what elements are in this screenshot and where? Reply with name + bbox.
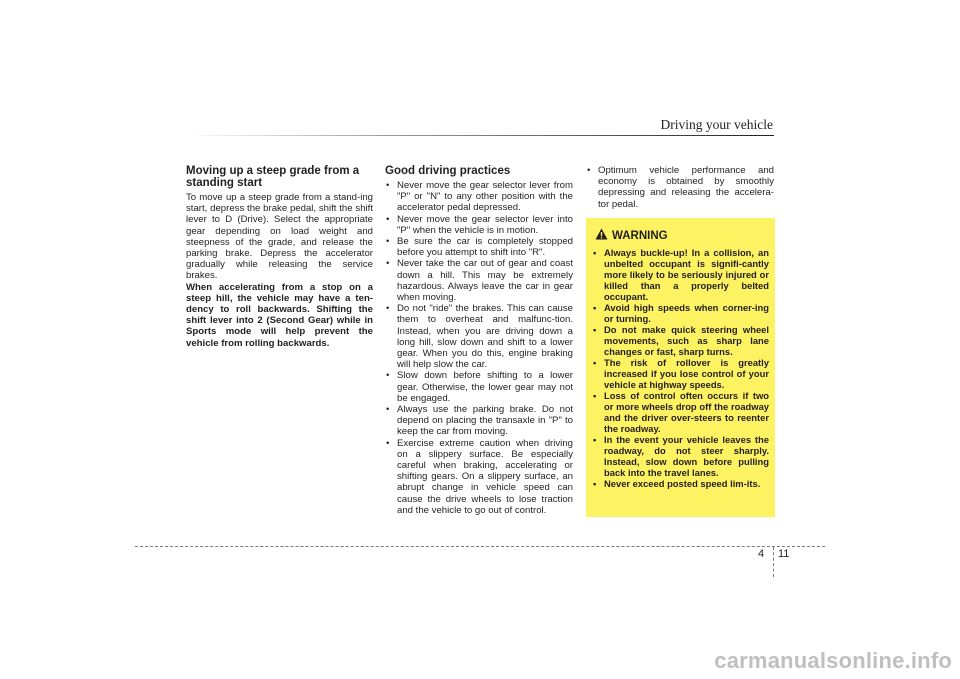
list-item: • Never move the gear selector lever from "P" or "N" to any other position with the accelerator pedal depressed. — [385, 180, 573, 214]
warning-item: • Avoid high speeds when corner-ing or turning. — [592, 302, 769, 324]
column-steep-grade — [186, 165, 373, 349]
list-item: • Optimum vehicle performance and economy is obtained by smoothly depressing and releasing the accelera-tor pedal. — [586, 165, 774, 210]
warning-item: • Never exceed posted speed lim-its. — [592, 478, 769, 489]
warning-title: WARNING — [612, 230, 668, 242]
header-divider — [185, 135, 774, 136]
list-item: • Always use the parking brake. Do not depend on placing the transaxle in "P" to keep the car from moving. — [385, 404, 573, 438]
section-title: Driving your vehicle — [660, 117, 773, 132]
warning-item: • Loss of control often occurs if two or more wheels drop off the roadway and the driver over-steers to reenter the roadway. — [592, 390, 769, 434]
steep-grade-paragraph: To move up a steep grade from a stand-ing start, depress the brake pedal, shift the shift lever to D (Drive). Select the appropriate gear depending on load weight and steepness of the grade, and release the parking brake. Depress the accelerator gradually while releasing the service brakes. — [186, 192, 373, 282]
steep-grade-heading: Moving up a steep grade from a standing start — [186, 165, 360, 189]
warning-list — [592, 247, 769, 489]
footer-divider — [135, 546, 825, 547]
warning-item: • In the event your vehicle leaves the roadway, do not steer sharply. Instead, slow down before pulling back into the travel lanes. — [592, 434, 769, 478]
list-item: • Do not "ride" the brakes. This can cause them to overheat and malfunc-tion. Instead, when you are driving down a long hill, slow down and shift to a lower gear. When you do this, engine braking will help slow the car. — [385, 303, 573, 370]
column-good-driving — [385, 165, 573, 516]
list-item: • Never take the car out of gear and coast down a hill. This may be extremely hazardous. Always leave the car in gear when moving. — [385, 258, 573, 303]
list-item: • Slow down before shifting to a lower gear. Otherwise, the lower gear may not be engaged. — [385, 370, 573, 404]
good-driving-list — [385, 180, 573, 516]
warning-item: • The risk of rollover is greatly increased if you lose control of your vehicle at highway speeds. — [592, 357, 769, 390]
continued-list — [586, 165, 774, 210]
good-driving-heading: Good driving practices — [385, 165, 511, 177]
warning-item: • Always buckle-up! In a collision, an unbelted occupant is signifi-cantly more likely to be seriously injured or killed than a properly belted occupant. — [592, 247, 769, 302]
column-continued — [586, 165, 774, 210]
warning-triangle-icon — [595, 227, 608, 245]
page-number: 11 — [778, 548, 790, 560]
chapter-number: 4 — [758, 548, 765, 560]
list-item: • Be sure the car is completely stopped before you attempt to shift into "R". — [385, 236, 573, 258]
watermark: carmanualsonline.info — [714, 648, 952, 673]
footer-page-separator — [773, 547, 774, 577]
warning-item: • Do not make quick steering wheel movements, such as sharp lane changes or fast, sharp turns. — [592, 324, 769, 357]
list-item: • Exercise extreme caution when driving on a slippery surface. Be especially careful when braking, accelerating or shifting gears. On a slippery surface, an abrupt change in vehicle speed can cause the drive wheels to lose traction and the vehicle to go out of control. — [385, 438, 573, 516]
warning-header — [595, 227, 769, 245]
warning-box — [586, 218, 775, 517]
steep-grade-bold-paragraph: When accelerating from a stop on a steep hill, the vehicle may have a ten-dency to roll backwards. Shifting the shift lever into 2 (Second Gear) while in Sports mode will help prevent the vehicle from rolling backwards. — [186, 281, 373, 349]
list-item: • Never move the gear selector lever into "P" when the vehicle is in motion. — [385, 214, 573, 236]
